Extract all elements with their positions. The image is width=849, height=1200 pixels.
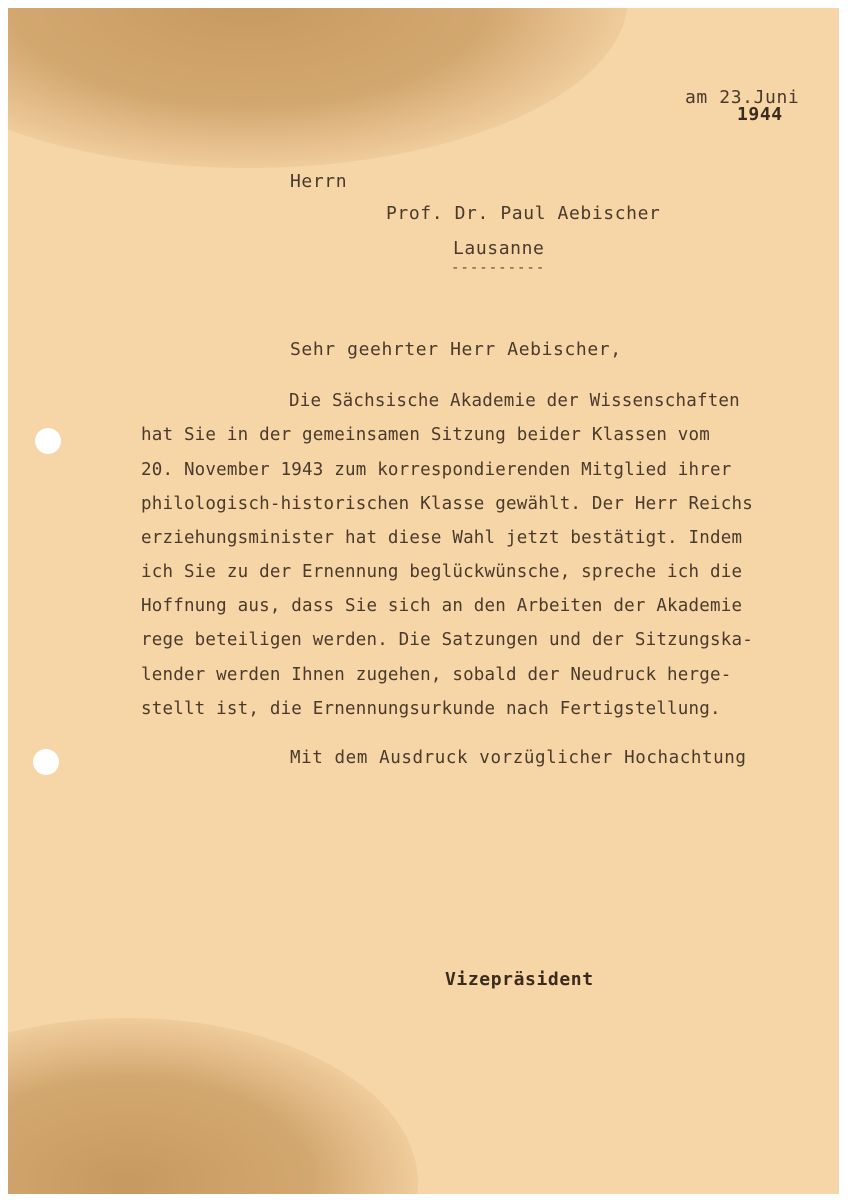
body-line: philologisch-historischen Klasse gewählt. Der Herr Reichs <box>141 494 753 514</box>
greeting: Sehr geehrter Herr Aebischer, <box>290 339 622 360</box>
paper-stain-bottom <box>8 1018 418 1194</box>
punch-hole-upper <box>35 428 61 454</box>
date-line: am 23.Juni <box>685 87 800 108</box>
body-line: ich Sie zu der Ernennung beglückwünsche, spreche ich die <box>141 562 743 582</box>
body-line: rege beteiligen werden. Die Satzungen und der Sitzungska- <box>141 630 753 650</box>
date-year: 1944 <box>737 104 783 125</box>
body-line: lender werden Ihnen zugehen, sobald der Neudruck herge- <box>141 665 732 685</box>
city-underline: ---------- <box>451 260 546 276</box>
recipient-name: Prof. Dr. Paul Aebischer <box>386 203 661 224</box>
recipient-prefix: Herrn <box>290 171 348 192</box>
letter-page <box>8 8 839 1194</box>
signature-title: Vizepräsident <box>445 969 594 990</box>
closing-line: Mit dem Ausdruck vorzüglicher Hochachtung <box>290 748 747 768</box>
body-line: erziehungsminister hat diese Wahl jetzt bestätigt. Indem <box>141 528 743 548</box>
body-line: Hoffnung aus, dass Sie sich an den Arbeiten der Akademie <box>141 596 743 616</box>
body-line: stellt ist, die Ernennungsurkunde nach Fertigstellung. <box>141 699 721 719</box>
body-line: 20. November 1943 zum korrespondierenden Mitglied ihrer <box>141 460 732 480</box>
paper-stain-top <box>8 8 628 168</box>
body-line: Die Sächsische Akademie der Wissenschaften <box>289 391 740 411</box>
body-line: hat Sie in der gemeinsamen Sitzung beider Klassen vom <box>141 425 711 445</box>
recipient-city: Lausanne <box>453 238 545 259</box>
punch-hole-lower <box>33 749 59 775</box>
